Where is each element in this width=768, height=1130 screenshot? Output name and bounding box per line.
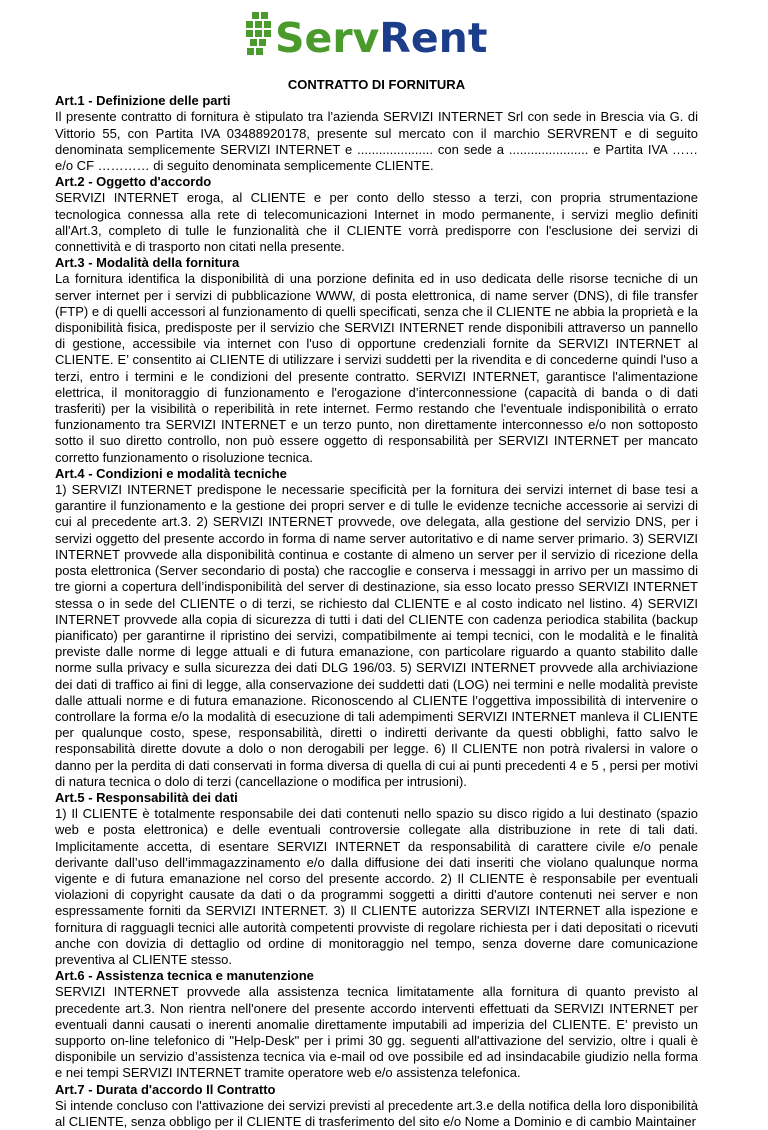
section-5-title: Art.5 - Responsabilità dei dati: [55, 789, 238, 805]
section-6-title: Art.6 - Assistenza tecnica e manutenzione: [55, 968, 314, 984]
logo-emblem-icon: [246, 12, 271, 55]
logo-word-rent: Rent: [379, 14, 488, 62]
section-2-title: Art.2 - Oggetto d'accordo: [55, 174, 212, 190]
contract-document: [55, 77, 698, 1130]
section-6-body: SERVIZI INTERNET provvede alla assistenza tecnica limitatamente alla fornitura di quanto previsto al precedente art.3. Non rientra nell'onere del presente accordo interventi effettuati da SERVIZI INTERNET per eventuali danni causati o inerenti anomalie direttamente imputabili ad imperizia del CLIENTE. E’ previsto un supporto on-line telefonico di "Help-Desk" per i primi 30 gg. seguenti all'attivazione del servizio, oltre i quali è disponibile un servizio d’assistenza tecnica via e-mail od ove possibile ed ad insindacabile giudizio nella forma e nei tempi SERVIZI INTERNET tramite operatore web e/o assistenza telefonica.: [55, 984, 698, 1081]
servrent-logo-graphic: [0, 0, 768, 74]
section-3-title: Art.3 - Modalità della fornitura: [55, 255, 240, 271]
section-2-body: SERVIZI INTERNET eroga, al CLIENTE e per conto dello stesso a terzi, con propria strumentazione tecnologica connessa alla rete di telecomunicazioni Internet in modo permanente, i servizi meglio definiti all'Art.3, completo di tulle le funzionalità che il CLIENTE vorrà predisporre con l'esclusione dei servizi di connettività e di trasporto non citati nella presente.: [55, 190, 698, 255]
section-1-body: Il presente contratto di fornitura è stipulato tra l'azienda SERVIZI INTERNET Srl con sede in Brescia via G. di Vittorio 55, con Partita IVA 03488920178, presente sul mercato con il marchio SERVRENT e di seguito denominata semplicemente SERVIZI INTERNET e ..................... con sede a ...................... e Partita IVA …… e/o CF ………… di seguito denominata semplicemente CLIENTE.: [55, 109, 698, 174]
section-1-title: Art.1 - Definizione delle parti: [55, 93, 231, 109]
section-4-title: Art.4 - Condizioni e modalità tecniche: [55, 465, 287, 481]
logo-word-serv: Serv: [275, 14, 380, 62]
document-title: CONTRATTO DI FORNITURA: [287, 77, 466, 92]
section-7-body: Si intende concluso con l'attivazione dei servizi previsti al precedente art.3.e della notifica della loro disponibilità al CLIENTE, senza obbligo per il CLIENTE di trasferimento del sito e/o Nome a Dominio e di cambio Maintainer: [55, 1097, 698, 1129]
servrent-logo: [0, 0, 768, 74]
logo-wordmark: [275, 14, 487, 62]
section-7-title: Art.7 - Durata d'accordo Il Contratto: [55, 1081, 276, 1097]
section-5-body: 1) Il CLIENTE è totalmente responsabile dei dati contenuti nello spazio su disco rigido a lui destinato (spazio web e posta elettronica) e delle eventuali controversie collegate alla distribuzione in rete di tali dati. Implicitamente accetta, di esentare SERVIZI INTERNET da responsabilità di carattere civile e/o penale derivante dall’uso dell’immagazzinamento e/o dalla diffusione dei dati inseriti che violano qualunque norma vigente e di futura emanazione nel corso del presente accordo. 2) Il CLIENTE è responsabile per eventuali violazioni di copyright causate da dati o da programmi soggetti a diritti d'autore contenuti nei server e non espressamente forniti da SERVIZI INTERNET. 3) Il CLIENTE autorizza SERVIZI INTERNET alla ispezione e fornitura di ragguagli tecnici alle autorità competenti provviste di regolare richiesta per i dati depositati o ricevuti anche con dovizia di dettaglio od ordine di monitoraggio nel tempo, senza doverne dare comunicazione preventiva al CLIENTE stesso.: [55, 806, 698, 967]
section-3-body: La fornitura identifica la disponibilità di una porzione definita ed in uso dedicata delle risorse tecniche di un server internet per i servizi di pubblicazione WWW, di posta elettronica, di name server (DNS), di file transfer (FTP) e di quelli accessori al funzionamento di quelli specificati, senza che il CLIENTE ne abbia la proprietà e la disponibilità fisica, predisposte per il servizio che SERVIZI INTERNET rende disponibili attraverso un pannello di gestione, accessibile via internet con l'uso di opportune credenziali fornite da SERVIZI INTERNET al CLIENTE. E’ consentito ai CLIENTE di utilizzare i servizi suddetti per la rivendita e di concederne quindi l'uso a terzi, entro i termini e le condizioni del presente contratto. SERVIZI INTERNET, garantisce l'alimentazione elettrica, il monitoraggio di funzionamento e l'erogazione d’interconnessione (capacità di banda o di dati trasferiti) per la visibilità o reperibilità in rete internet. Fermo restando che l'eventuale indisponibilità o errato funzionamento tra SERVIZI INTERNET e un terzo punto, non direttamente interconnesso e/o non sottoposto sotto il suo diretto controllo, non può essere oggetto di responsabilità per SERVIZI INTERNET per mancato corretto funzionamento o risoluzione tecnica.: [55, 271, 698, 465]
section-4-body: 1) SERVIZI INTERNET predispone le necessarie specificità per la fornitura dei servizi internet di base tesi a garantire il funzionamento e la gestione dei propri server e di tulle le evidenze tecniche accessorie ai servizi di cui al precedente art.3. 2) SERVIZI INTERNET provvede, ove delegata, alla gestione del servizio DNS, per i servizi oggetto del presente accordo in forma di name server autoritativo e di name server primario. 3) SERVIZI INTERNET provvede alla disponibilità continua e costante di almeno un server per il servizio di ricezione della posta elettronica (Server secondario di posta) che raccoglie e conserva i messaggi in arrivo per un massimo di tre giorni a copertura dell’indisponibilità del server di destinazione, sia esso locato presso SERVIZI INTERNET stessa o in sede del CLIENTE o di terzi, se richiesto dal CLIENTE e al costo indicato nel listino. 4) SERVIZI INTERNET provvede alla copia di sicurezza di tutti i dati del CLIENTE con cadenza periodica stabilita (backup pianificato) per garantirne il ripristino dei servizi, compatibilmente ai tempi tecnici, con le modalità e le finalità previste dalle norme di legge attuali e di futura emanazione, con particolare riguardo a quanto stabilito dalle norme sulla privacy e sulla sicurezza dei dati DLG 196/03. 5) SERVIZI INTERNET provvede alla archiviazione dei dati di traffico ai fini di legge, alla conservazione dei suddetti dati (LOG) nei termini e nelle modalità previste dalle attuali norme e di futura emanazione. Riconoscendo al CLIENTE l’oggettiva impossibilità di intervenire o controllare la forma e/o la modalità di esecuzione di tali adempimenti SERVIZI INTERNET manleva il CLIENTE per qualunque costo, spese, responsabilità, diretti o indiretti derivante da questi obblighi, fatto salvo le responsabilità dirette dovute a dolo o non derogabili per legge. 6) Il CLIENTE non potrà rivalersi in valore o danno per la perdita di dati conservati in forma diversa di quella di cui ai punti precedenti 4 e 5 , persi per motivi di natura tecnica o dolo di terzi (cancellazione o modifica per intrusioni).: [55, 482, 698, 789]
